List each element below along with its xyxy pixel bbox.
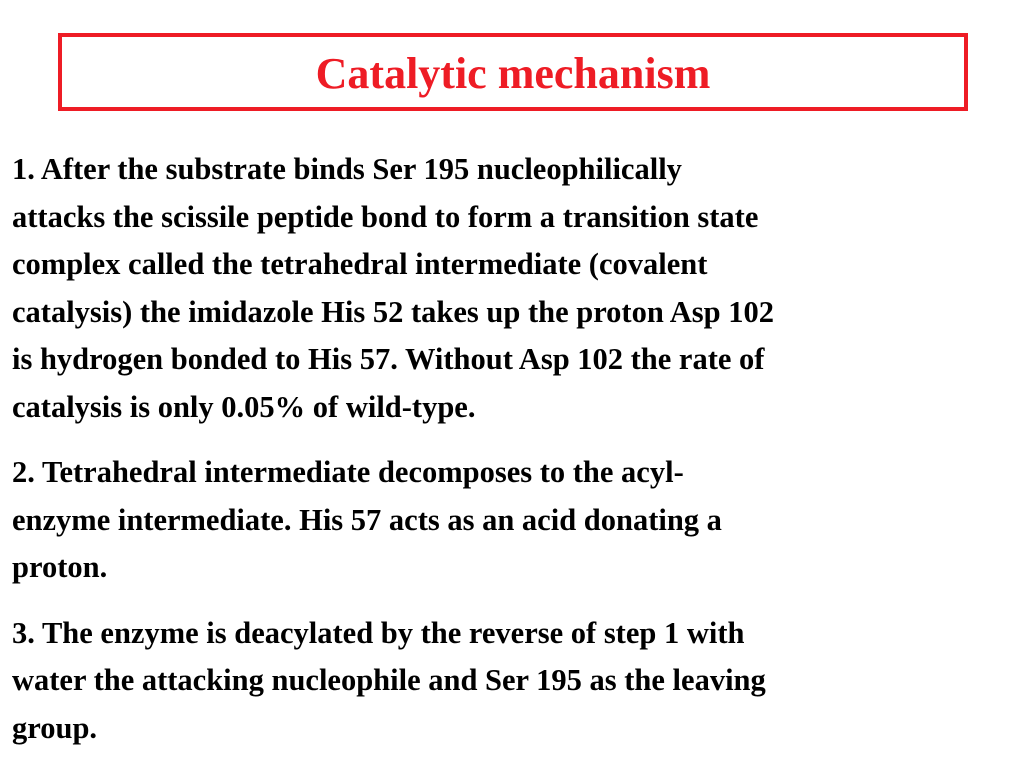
paragraph-step-3 — [12, 610, 1016, 753]
text-line: attacks the scissile peptide bond to form a transition state — [12, 199, 759, 234]
text-line: 2. Tetrahedral intermediate decomposes to the acyl- — [12, 455, 684, 489]
text-line: catalysis is only 0.05% of wild-type. — [12, 389, 476, 424]
slide-title: Catalytic mechanism — [315, 49, 711, 98]
text-line: enzyme intermediate. His 57 acts as an acid donating a — [12, 502, 722, 537]
paragraph-step-2 — [12, 449, 1016, 592]
slide-body — [12, 146, 1016, 770]
text-line: proton. — [12, 550, 108, 584]
text-line: group. — [12, 710, 98, 745]
text-line: is hydrogen bonded to His 57. Without Asp 102 the rate of — [12, 342, 765, 376]
text-line: 3. The enzyme is deacylated by the reverse of step 1 with — [12, 615, 745, 650]
text-line: 1. After the substrate binds Ser 195 nucleophilically — [12, 152, 682, 186]
text-line: water the attacking nucleophile and Ser 195 as the leaving — [12, 663, 766, 697]
paragraph-step-1 — [12, 146, 1016, 431]
text-line: complex called the tetrahedral intermediate (covalent — [12, 247, 708, 281]
title-box — [58, 33, 968, 111]
text-line: catalysis) the imidazole His 52 takes up the proton Asp 102 — [12, 294, 774, 329]
